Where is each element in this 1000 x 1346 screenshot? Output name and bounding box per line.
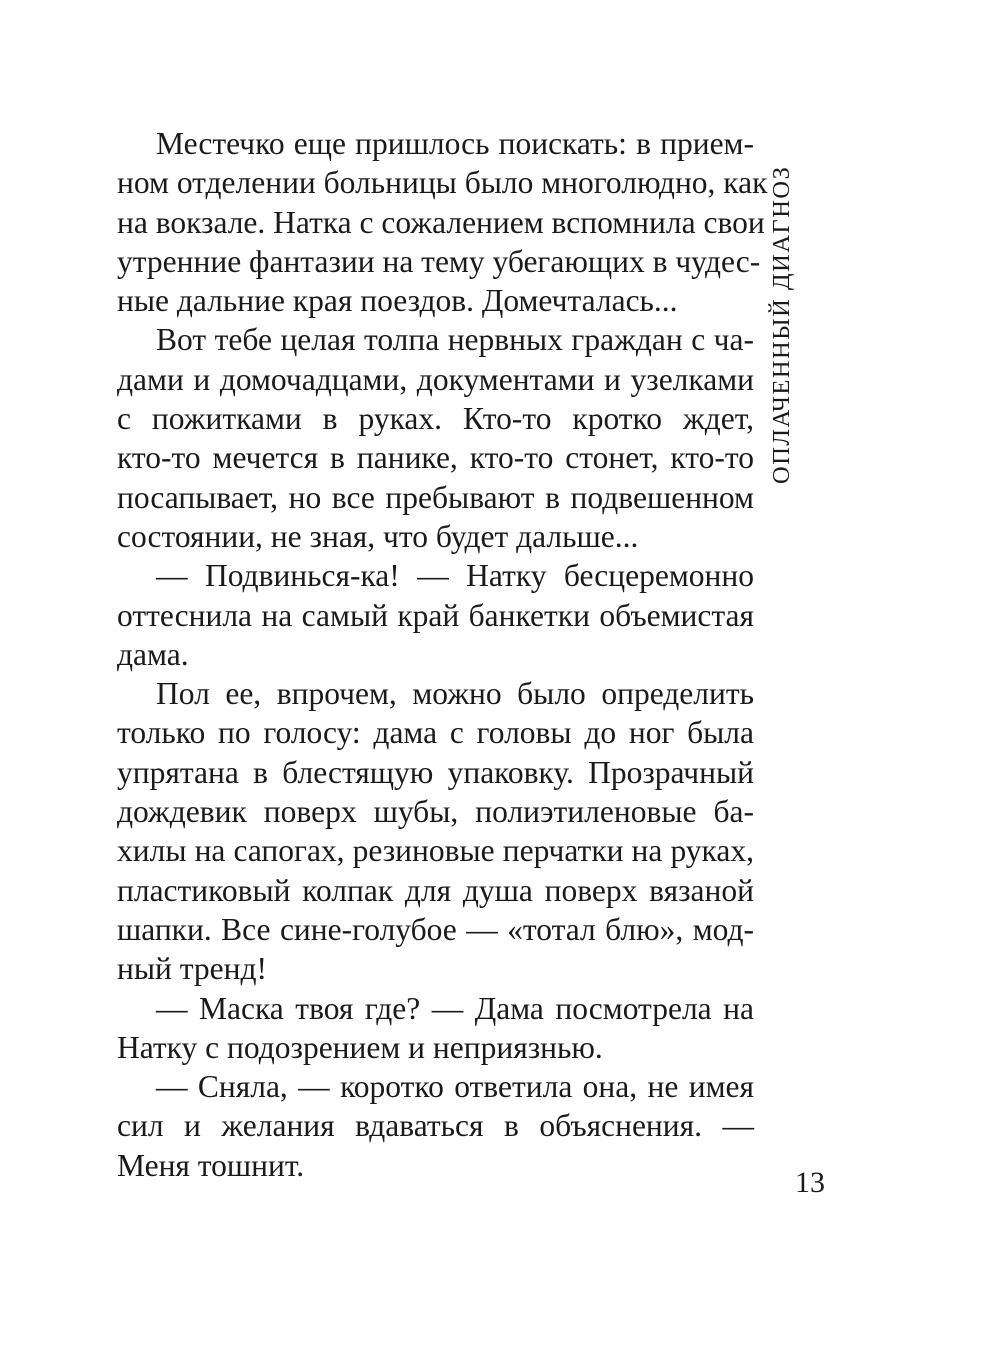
text-line: упрятана в блестящую упаковку. Прозрачный: [117, 754, 754, 790]
text-line: шапки. Все сине-голубое — «тотал блю», мод-: [117, 911, 754, 947]
text-line: пластиковый колпак для душа поверх вязаной: [117, 872, 754, 908]
text-line: сил и желания вдаваться в объяснения. —: [117, 1108, 754, 1144]
text-line: дождевик поверх шубы, полиэтиленовые ба-: [117, 794, 754, 830]
text-line: на вокзале. Натка с сожалением вспомнила свои: [117, 204, 765, 240]
text-line: Вот тебе целая толпа нервных граждан с ча-: [156, 322, 754, 358]
text-line: — Маска твоя где? — Дама посмотрела на: [156, 990, 754, 1026]
page-number: 13: [795, 1166, 825, 1199]
text-line: оттеснила на самый край банкетки объемистая: [117, 597, 754, 633]
text-line: Пол ее, впрочем, можно было определить: [156, 676, 754, 712]
text-line: дами и домочадцами, документами и узелками: [117, 361, 754, 397]
text-line: хилы на сапогах, резиновые перчатки на руках,: [117, 833, 754, 869]
text-line: ный тренд!: [117, 951, 268, 987]
text-line: ном отделении больницы было многолюдно, как: [117, 165, 768, 201]
text-line: Местечко еще пришлось поискать: в прием-: [156, 126, 754, 161]
text-line: с пожитками в руках. Кто-то кротко ждет,: [117, 401, 754, 437]
text-line: только по голосу: дама с головы до ног была: [117, 715, 754, 751]
text-line: ные дальние края поездов. Домечталась...: [117, 283, 678, 319]
text-line: состоянии, не зная, что будет дальше...: [117, 518, 639, 554]
text-line: — Подвинься-ка! — Натку бесцеремонно: [156, 558, 754, 594]
text-line: кто-то мечется в панике, кто-то стонет, кто-то: [117, 440, 754, 476]
running-head: [760, 124, 820, 484]
text-line: Меня тошнит.: [117, 1147, 305, 1183]
body-text: [117, 124, 768, 1185]
text-line: посапывает, но все пребывают в подвешенном: [117, 479, 754, 515]
running-head-text: ОПЛАЧЕННЫЙ ДИАГНОЗ: [768, 165, 795, 484]
text-line: дама.: [117, 636, 189, 672]
text-line: — Сняла, — коротко ответила она, не имея: [156, 1069, 754, 1105]
text-line: Натку с подозрением и неприязнью.: [117, 1029, 603, 1065]
text-line: утренние фантазии на тему убегающих в чудес-: [117, 243, 761, 279]
